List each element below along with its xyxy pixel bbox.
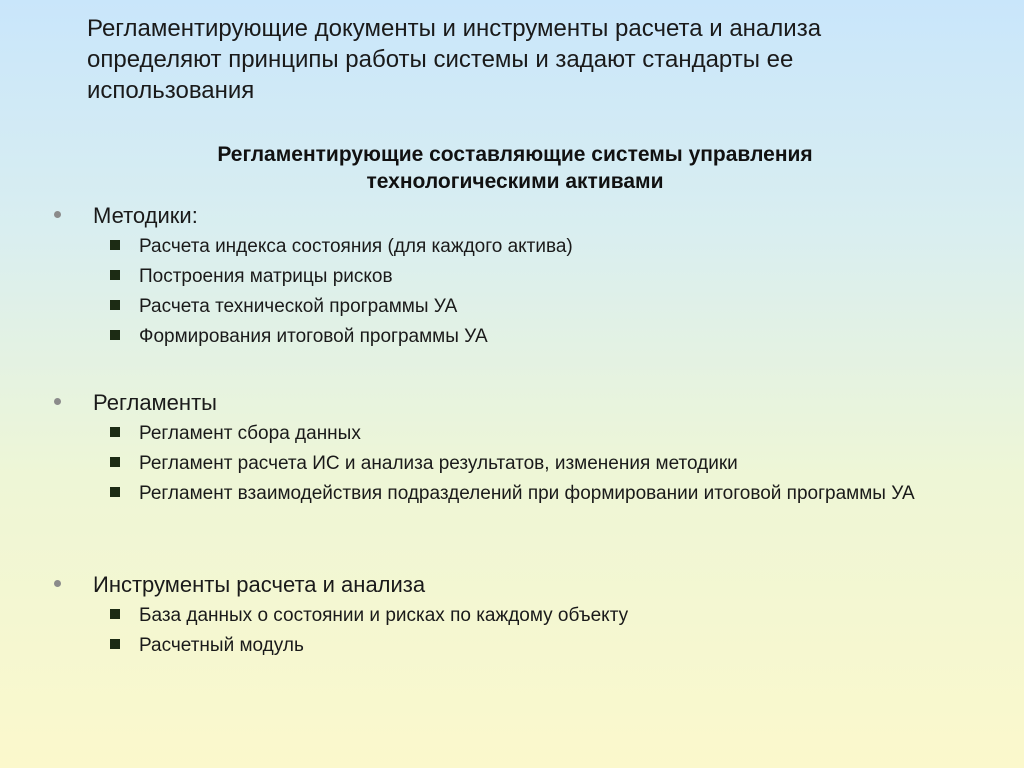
intro-text: Регламентирующие документы и инструменты расчета и анализа определяют принципы работы системы и задают стандарты ее использования — [87, 15, 822, 104]
list-item-text: Регламент взаимодействия подразделений при формировании итоговой программы УА — [139, 483, 915, 504]
list-item-text: Расчета технической программы УА — [139, 296, 458, 317]
square-bullet-icon — [110, 609, 120, 619]
list-item-text: Регламент расчета ИС и анализа результатов, изменения методики — [139, 453, 738, 474]
group-title: Инструменты расчета и анализа — [93, 572, 426, 597]
square-bullet-icon — [110, 639, 120, 649]
section-heading: Регламентирующие составляющие системы управления технологическими активами — [217, 143, 813, 193]
round-bullet-icon — [54, 398, 61, 405]
square-bullet-icon — [110, 240, 120, 250]
group-title: Регламенты — [93, 390, 217, 415]
round-bullet-icon — [54, 580, 61, 587]
square-bullet-icon — [110, 270, 120, 280]
list-item-text: База данных о состоянии и рисках по каждому объекту — [139, 605, 629, 626]
square-bullet-icon — [110, 330, 120, 340]
square-bullet-icon — [110, 427, 120, 437]
round-bullet-icon — [54, 211, 61, 218]
group-title: Методики: — [93, 203, 198, 228]
square-bullet-icon — [110, 487, 120, 497]
square-bullet-icon — [110, 457, 120, 467]
list-item-text: Регламент сбора данных — [139, 423, 361, 444]
list-item-text: Построения матрицы рисков — [139, 266, 393, 287]
list-item-text: Формирования итоговой программы УА — [139, 326, 488, 347]
list-item-text: Расчета индекса состояния (для каждого актива) — [139, 236, 573, 257]
square-bullet-icon — [110, 300, 120, 310]
list-item-text: Расчетный модуль — [139, 635, 304, 656]
